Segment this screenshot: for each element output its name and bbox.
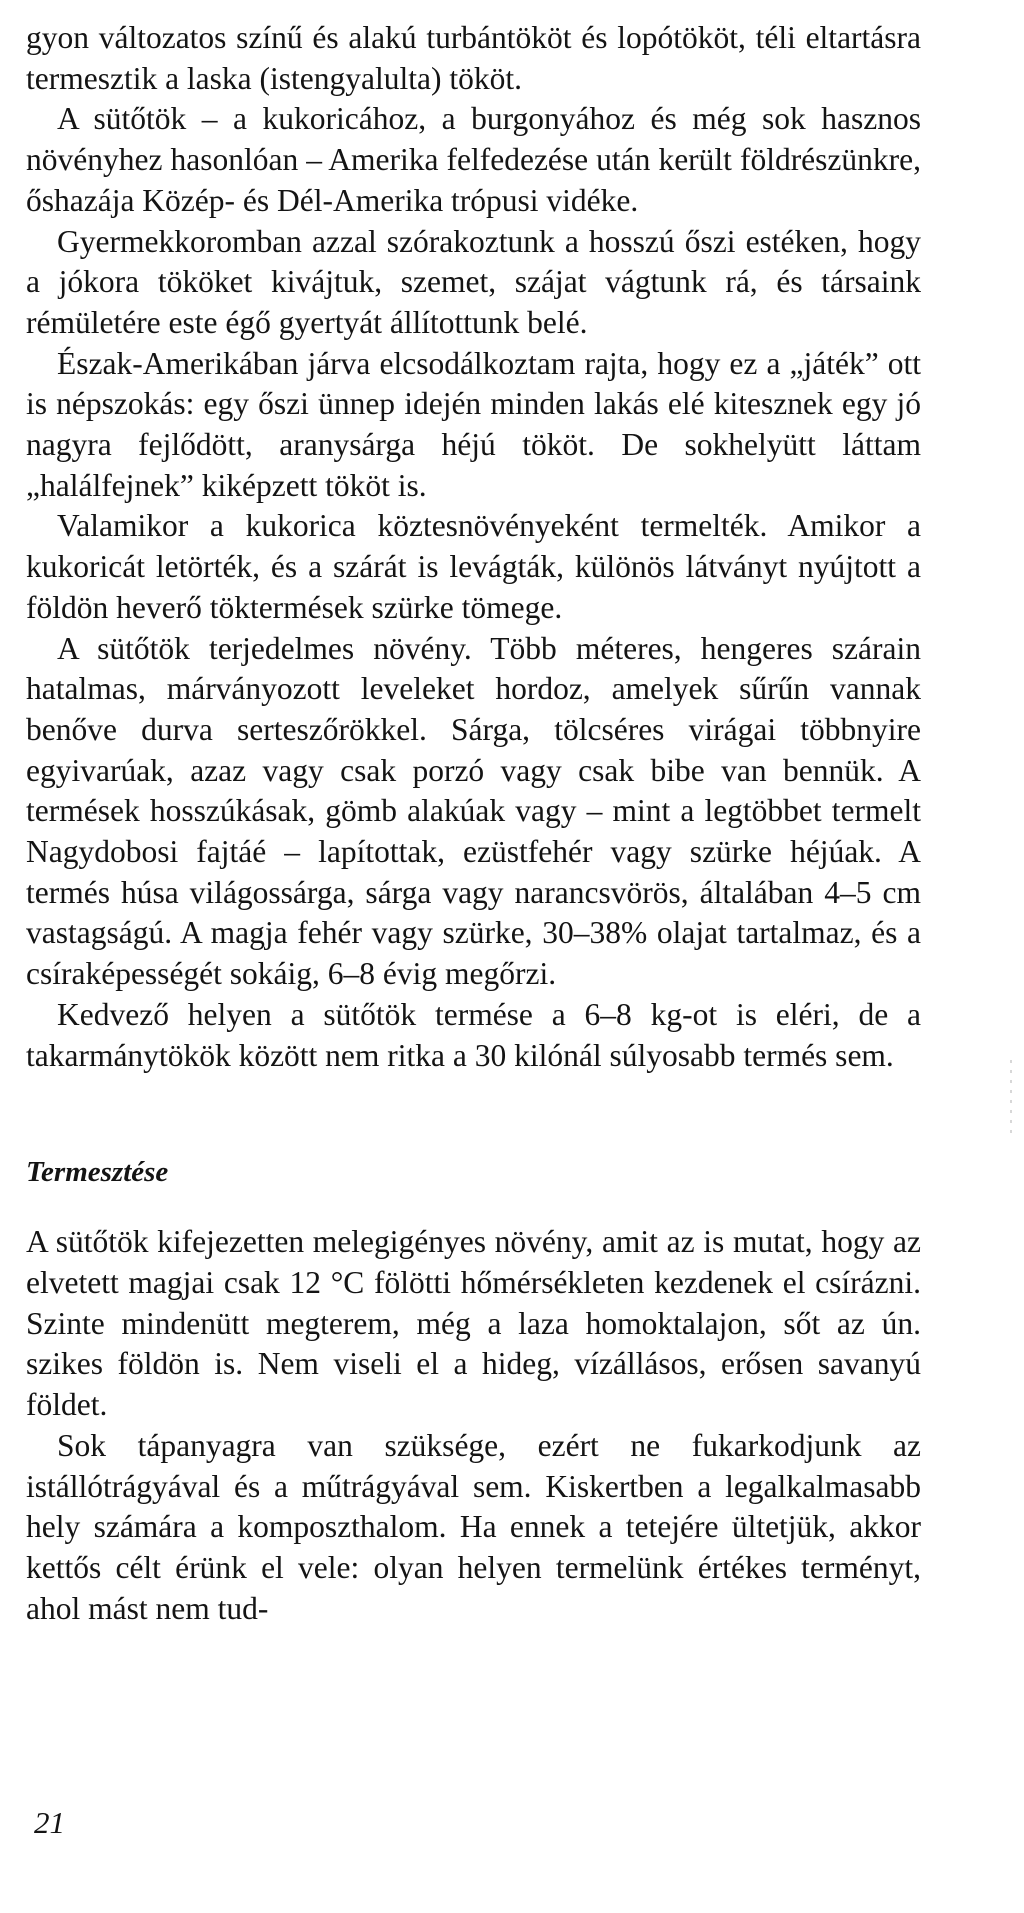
paragraph-origin: A sütőtök – a kukoricához, a burgonyához és még sok hasznos növényhez hasonlóan – Amerika felfedezése után került földrészünkre, őshazája Közép- és Dél-Amerika trópusi vidéke. [26, 101, 921, 218]
page-number: 21 [34, 1805, 65, 1840]
paragraph-plant-description: A sütőtök terjedelmes növény. Több méteres, hengeres szárain hatalmas, márványozott leveleket hordoz, amelyek sűrűn vannak benőve durva serteszőrökkel. Sárga, tölcséres virágai többnyire egyivarúak, azaz vagy csak porzó vagy csak bibe van bennük. A termések hosszúkásak, gömb alakúak vagy – mint a legtöbbet termelt Nagydobosi fajtáé – lapítottak, ezüstfehér vagy szürke héjúak. A termés húsa világossárga, sárga vagy narancsvörös, általában 4–5 cm vastagságú. A magja fehér vagy szürke, 30–38% olajat tartalmaz, és a csíraképességét sokáig, 6–8 évig megőrzi. [26, 630, 921, 992]
heading-spacer [26, 1192, 921, 1222]
book-page [26, 18, 921, 1629]
paragraph-childhood: Gyermekkoromban azzal szórakoztunk a hosszú őszi estéken, hogy a jókora tököket kivájtuk, szemet, szájat vágtunk rá, és társaink rémületére este égő gyertyát állítottunk belé. [26, 223, 921, 340]
paragraph-nutrients: Sok tápanyagra van szüksége, ezért ne fukarkodjunk az istállótrágyával és a műtrágyával sem. Kiskertben a legalkalmasabb hely számára a komposzthalom. Ha ennek a tetejére ültetjük, akkor kettős célt érünk el vele: olyan helyen termelünk értékes terményt, ahol mást nem tud- [26, 1427, 921, 1626]
paragraph-turban-gourds: gyon változatos színű és alakú turbántököt és lopótököt, téli eltartásra termesztik a laska (istengyalulta) tököt. [26, 20, 921, 96]
section-heading: Termesztése [26, 1156, 169, 1189]
paragraph-yield: Kedvező helyen a sütőtök termése a 6–8 kg-ot is eléri, de a takarmánytökök között nem ritka a 30 kilónál súlyosabb termés sem. [26, 996, 921, 1073]
paragraph-intercrop: Valamikor a kukorica köztesnövényeként termelték. Amikor a kukoricát letörték, és a szárát is levágták, különös látványt nyújtott a földön heverő töktermések szürke tömege. [26, 508, 921, 625]
paragraph-north-america: Észak-Amerikában járva elcsodálkoztam rajta, hogy ez a „játék” ott is népszokás: egy őszi ünnep idején minden lakás elé kitesznek egy jó nagyra fejlődött, aranysárga héjú tököt. De sokhelyütt láttam „halálfejnek” kiképzett tököt is. [26, 345, 921, 503]
section-spacer [26, 1076, 921, 1152]
paragraph-warmth: A sütőtök kifejezetten melegigényes növény, amit az is mutat, hogy az elvetett magjai csak 12 °C fölötti hőmérsékleten kezdenek el csírázni. Szinte mindenütt megterem, még a laza homoktalajon, sőt az ún. szikes földön is. Nem viseli el a hideg, vízállásos, erősen savanyú földet. [26, 1224, 921, 1423]
scan-edge-speck [1010, 1060, 1012, 1140]
